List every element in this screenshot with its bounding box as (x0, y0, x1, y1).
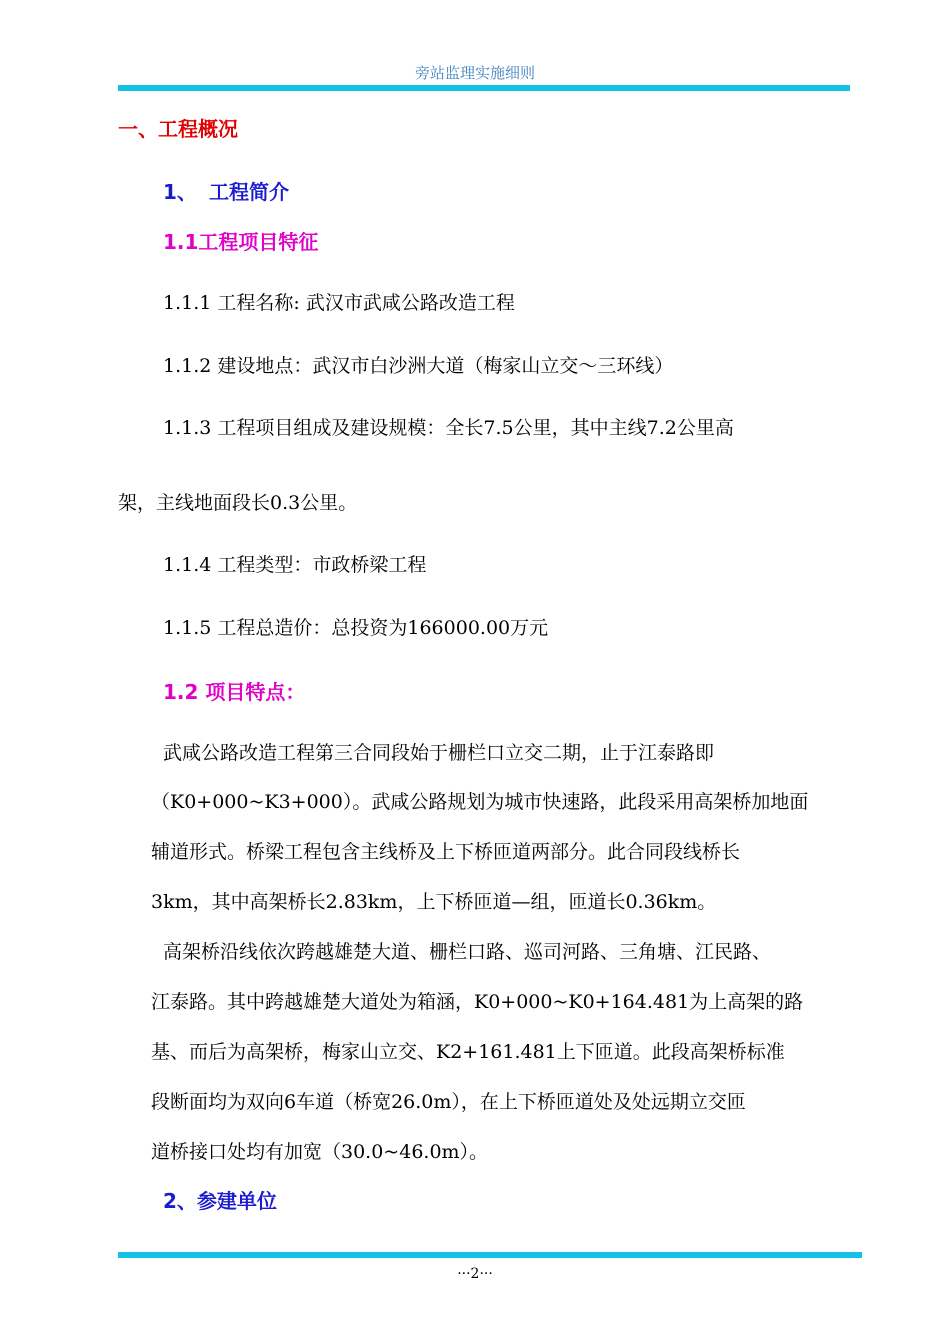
paragraph-2-line: 段断面均为双向6车道（桥宽26.0m），在上下桥匝道处及处远期立交匝 (151, 1091, 746, 1113)
section-2-title: 2、参建单位 (163, 1189, 277, 1213)
item-1-1-1: 1.1.1 工程名称: 武汉市武咸公路改造工程 (163, 292, 515, 314)
item-1-1-2: 1.1.2 建设地点：武汉市白沙洲大道（梅家山立交～三环线） (163, 355, 674, 377)
header-title: 旁站监理实施细则 (414, 64, 535, 82)
paragraph-2-line: 高架桥沿线依次跨越雄楚大道、栅栏口路、巡司河路、三角塘、江民路、 (163, 941, 772, 963)
paragraph-2-line: 道桥接口处均有加宽（30.0~46.0m）。 (151, 1141, 489, 1163)
subsection-1-1-title: 1.1工程项目特征 (163, 230, 319, 254)
paragraph-2-line: 基、而后为高架桥，梅家山立交、K2+161.481上下匝道。此段高架桥标准 (151, 1041, 785, 1063)
subsection-number: 1、 (163, 180, 197, 204)
item-1-1-3-line1: 1.1.3 工程项目组成及建设规模：全长7.5公里，其中主线7.2公里高 (163, 417, 734, 439)
item-1-1-3-line2: 架，主线地面段长0.3公里。 (118, 492, 358, 514)
section-title: 一、工程概况 (118, 117, 238, 141)
paragraph-1-line: 3km，其中高架桥长2.83km，上下桥匝道—组，匝道长0.36km。 (151, 891, 717, 913)
paragraph-2-line: 江泰路。其中跨越雄楚大道处为箱涵，K0+000~K0+164.481为上高架的路 (151, 991, 804, 1013)
subsection-1-2-title: 1.2 项目特点： (163, 680, 306, 704)
header-rule (118, 85, 850, 91)
item-1-1-5: 1.1.5 工程总造价：总投资为166000.00万元 (163, 617, 549, 639)
item-1-1-4: 1.1.4 工程类型：市政桥梁工程 (163, 554, 427, 576)
page-number: ···2··· (457, 1266, 493, 1282)
subsection-title: 工程简介 (209, 180, 289, 204)
paragraph-1-line: 武咸公路改造工程第三合同段始于栅栏口立交二期，止于江泰路即 (163, 742, 715, 764)
paragraph-1-line: （K0+000~K3+000）。武咸公路规划为城市快速路，此段采用高架桥加地面 (151, 791, 809, 813)
paragraph-1-line: 辅道形式。桥梁工程包含主线桥及上下桥匝道两部分。此合同段线桥长 (151, 841, 741, 863)
footer-rule (118, 1252, 862, 1258)
